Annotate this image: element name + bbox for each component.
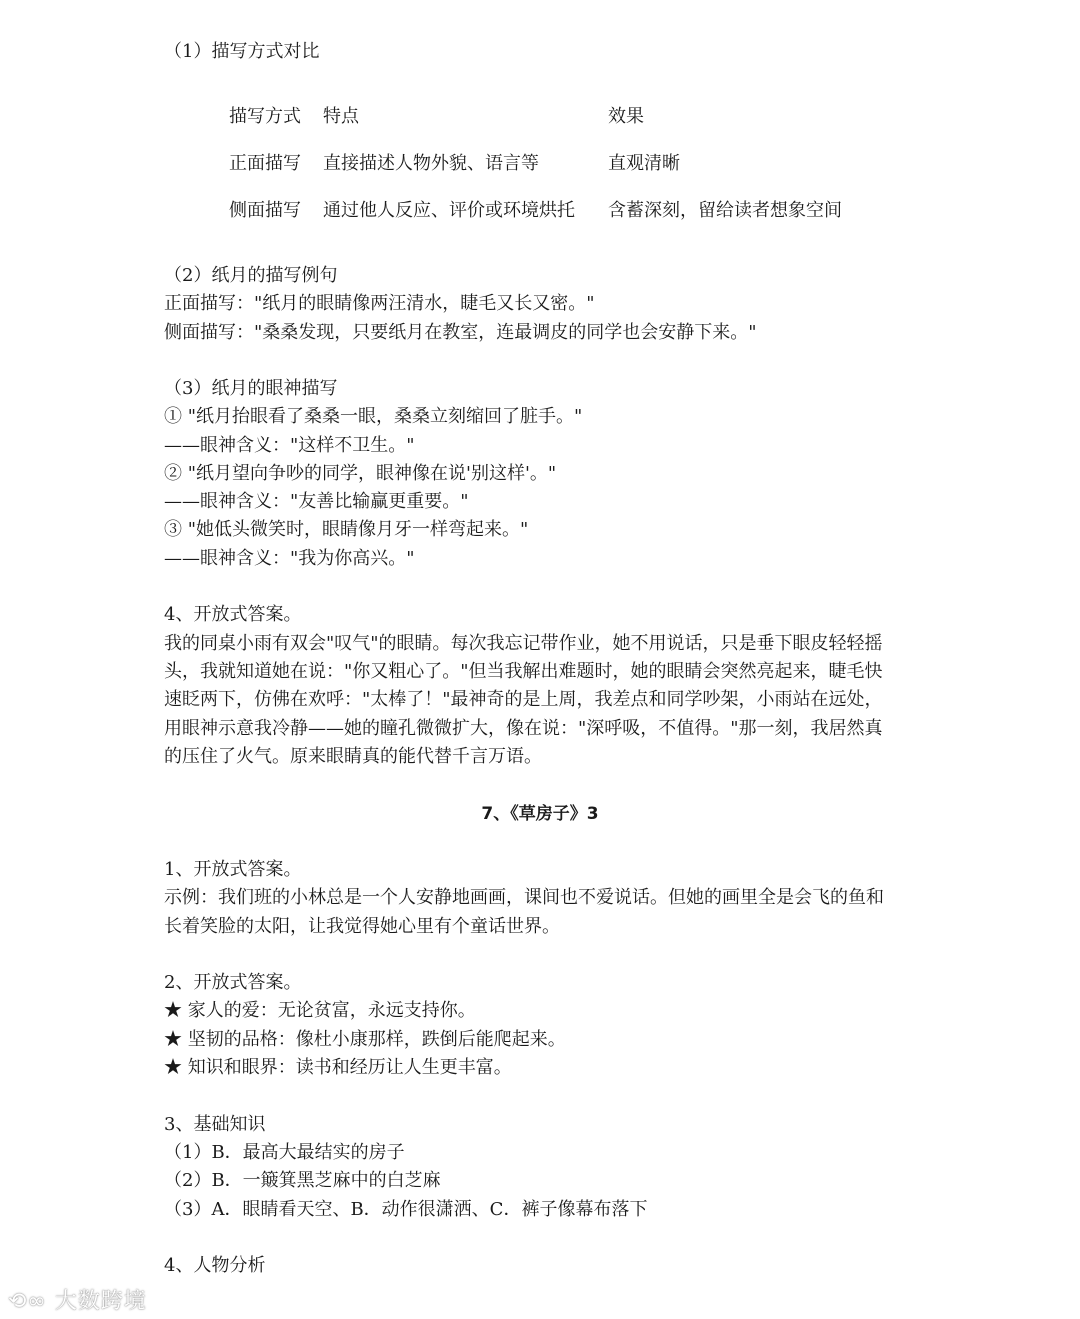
table-cell: 含蓄深刻，留给读者想象空间: [608, 200, 842, 221]
list-item: ★ 坚韧的品格：像杜小康那样，跌倒后能爬起来。: [164, 1029, 566, 1050]
text-line: 我的同桌小雨有双会"叹气"的眼睛。每次我忘记带作业，她不用说话，只是垂下眼皮轻轻摇: [164, 633, 883, 654]
text-line: 侧面描写："桑桑发现，只要纸月在教室，连最调皮的同学也会安静下来。": [164, 322, 757, 343]
section-2-heading: （2）纸月的描写例句: [164, 265, 338, 286]
text-line: ——眼神含义："友善比输赢更重要。": [164, 491, 469, 512]
text-line: ② "纸月望向争吵的同学，眼神像在说'别这样'。": [164, 463, 557, 484]
list-item: ★ 家人的爱：无论贫富，永远支持你。: [164, 1000, 476, 1021]
section-3-heading: （3）纸月的眼神描写: [164, 378, 338, 399]
watermark-text: 大数跨境: [54, 1289, 147, 1314]
section-1-heading: （1）描写方式对比: [164, 41, 320, 62]
table-header: 特点: [323, 106, 359, 127]
table-cell: 直接描述人物外貌、语言等: [323, 153, 539, 174]
table-cell: 侧面描写: [229, 200, 301, 221]
text-line: 头，我就知道她在说："你又粗心了。"但当我解出难题时，她的眼睛会突然亮起来，睫毛快: [164, 661, 883, 682]
watermark-mark-icon: ⟲∞: [8, 1289, 55, 1314]
text-line: 正面描写："纸月的眼睛像两汪清水，睫毛又长又密。": [164, 293, 595, 314]
text-line: ——眼神含义："这样不卫生。": [164, 435, 415, 456]
table-header: 描写方式: [229, 106, 301, 127]
text-line: 长着笑脸的太阳，让我觉得她心里有个童话世界。: [164, 916, 560, 937]
text-line: 的压住了火气。原来眼睛真的能代替千言万语。: [164, 746, 542, 767]
question-2-heading: 2、开放式答案。: [164, 972, 302, 993]
table-header: 效果: [608, 106, 644, 127]
text-line: ③ "她低头微笑时，眼睛像月牙一样弯起来。": [164, 519, 529, 540]
list-item: ★ 知识和眼界：读书和经历让人生更丰富。: [164, 1057, 512, 1078]
table-cell: 正面描写: [229, 153, 301, 174]
watermark-logo: [8, 1284, 147, 1315]
answer-line: （2）B．一簸箕黑芝麻中的白芝麻: [164, 1170, 441, 1191]
text-line: ① "纸月抬眼看了桑桑一眼，桑桑立刻缩回了脏手。": [164, 406, 583, 427]
question-3-heading: 3、基础知识: [164, 1114, 266, 1135]
text-line: ——眼神含义："我为你高兴。": [164, 548, 415, 569]
answer-line: （3）A．眼睛看天空、B．动作很潇洒、C．裤子像幕布落下: [164, 1199, 648, 1220]
text-line: 用眼神示意我冷静——她的瞳孔微微扩大，像在说："深呼吸，不值得。"那一刻，我居然真: [164, 718, 883, 739]
text-line: 速眨两下，仿佛在欢呼："太棒了！"最神奇的是上周，我差点和同学吵架，小雨站在远处，: [164, 689, 883, 710]
table-cell: 直观清晰: [608, 153, 680, 174]
question-4-heading: 4、人物分析: [164, 1255, 266, 1276]
question-1-heading: 1、开放式答案。: [164, 859, 302, 880]
text-line: 示例：我们班的小林总是一个人安静地画画，课间也不爱说话。但她的画里全是会飞的鱼和: [164, 887, 884, 908]
chapter-title: 7、《草房子》3: [481, 804, 599, 824]
section-4-heading: 4、开放式答案。: [164, 604, 302, 625]
answer-line: （1）B．最高大最结实的房子: [164, 1142, 405, 1163]
table-cell: 通过他人反应、评价或环境烘托: [323, 200, 575, 221]
